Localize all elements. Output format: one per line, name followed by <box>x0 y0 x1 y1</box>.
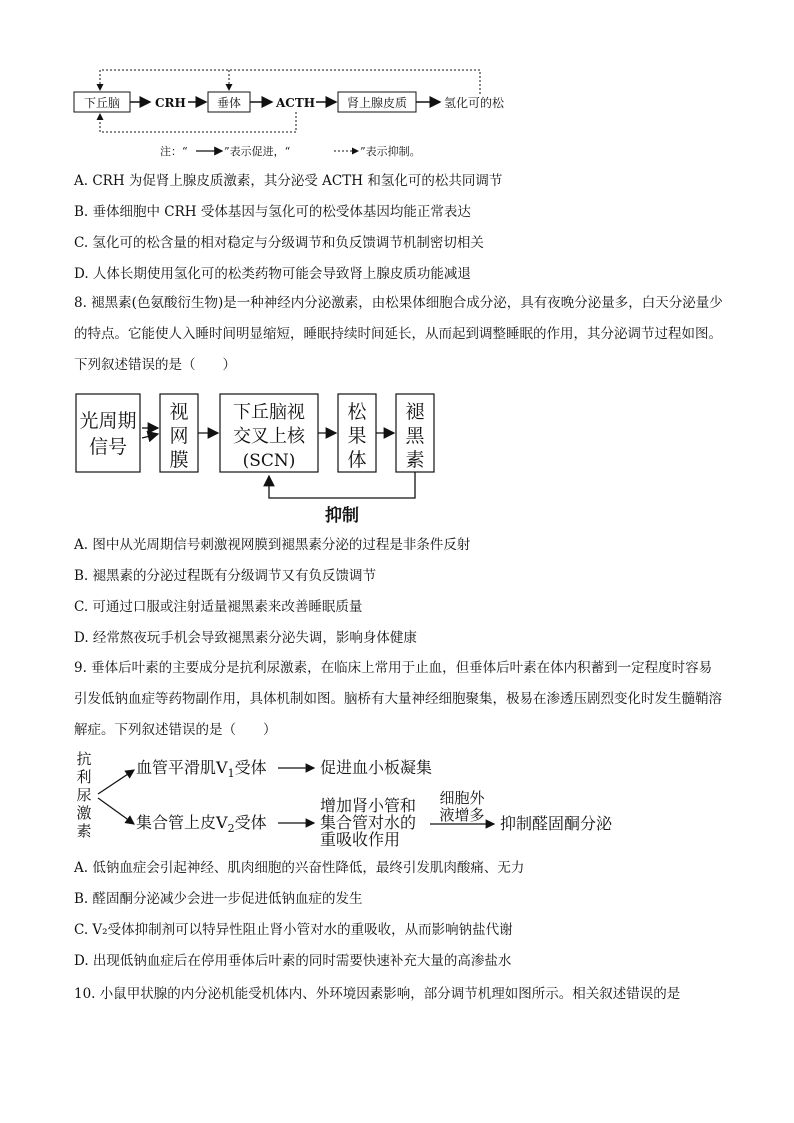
q9-stem: 9. 垂体后叶素的主要成分是抗利尿激素，在临床上常用于止血，但垂体后叶素在体内积蓄到一定程度时容易引发低钠血症等药物副作用，具体机制如图。脑桥有大量神经细胞聚集，极易在渗透压剧烈变化时发生髓鞘溶解症。下列叙述错误的是（ ） <box>74 660 722 738</box>
pineal-char-3: 体 <box>347 449 367 471</box>
feedback-top-dotted <box>100 70 480 94</box>
branch-to-v2 <box>98 798 134 824</box>
q8-stem: 8. 褪黑素(色氨酸衍生物)是一种神经内分泌激素，由松果体细胞合成分泌，具有夜晚分泌量多，白天分泌量少的特点。它能使人入睡时间明显缩短，睡眠持续时间延长，从而起到调整睡眠的作用，其分泌调节过程如图。下列叙述错误的是（ ） <box>74 295 723 373</box>
q7-option-a: A. CRH 为促肾上腺皮质激素，其分泌受 ACTH 和氢化可的松共同调节 <box>74 173 503 189</box>
adh-char-3: 尿 <box>76 786 92 804</box>
hpa-axis-diagram <box>60 62 530 162</box>
crh-label: CRH <box>155 96 186 110</box>
feedback-bottom-dotted <box>100 112 296 132</box>
scn-line3: (SCN) <box>242 451 296 471</box>
v1-receptor-label: 血管平滑肌$V_1$受体 <box>136 758 267 780</box>
retina-char-1: 视 <box>169 401 189 423</box>
pituitary-label: 垂体 <box>216 96 242 110</box>
arrow-light-retina-2 <box>142 434 158 438</box>
acth-label: ACTH <box>276 96 316 110</box>
q7-option-b: B. 垂体细胞中 CRH 受体基因与氢化可的松受体基因均能正常表达 <box>74 204 471 220</box>
adh-char-1: 抗 <box>76 750 92 768</box>
adh-char-5: 素 <box>76 822 92 840</box>
melatonin-diagram <box>70 388 450 528</box>
q8-option-c: C. 可通过口服或注射适量褪黑素来改善睡眠质量 <box>74 599 363 615</box>
q8-option-d: D. 经常熬夜玩手机会导致褪黑素分泌失调，影响身体健康 <box>74 630 417 646</box>
adrenal-cortex-label: 肾上腺皮质 <box>346 96 408 110</box>
light-signal-box <box>76 394 140 472</box>
q9-option-b: B. 醛固酮分泌减少会进一步促进低钠血症的发生 <box>74 891 363 907</box>
legend-note-mid: ”表示促进，“ <box>224 145 291 158</box>
q10-stem: 10. 小鼠甲状腺的内分泌机能受机体内、外环境因素影响，部分调节机理如图所示。相关叙述错误的是 <box>74 986 681 1002</box>
adh-mechanism-diagram <box>70 746 640 852</box>
ecf-line1: 细胞外 <box>439 789 485 807</box>
q9-option-d: D. 出现低钠血症后在停用垂体后叶素的同时需要快速补充大量的高渗盐水 <box>74 953 512 969</box>
scn-line2: 交叉上核 <box>233 426 305 447</box>
adh-char-4: 激 <box>76 804 92 822</box>
q8-option-b: B. 褪黑素的分泌过程既有分级调节又有负反馈调节 <box>74 568 377 584</box>
retina-char-3: 膜 <box>169 449 189 471</box>
q8-option-a: A. 图中从光周期信号刺激视网膜到褪黑素分泌的过程是非条件反射 <box>74 537 471 553</box>
q9-option-a: A. 低钠血症会引起神经、肌肉细胞的兴奋性降低，最终引发肌肉酸痛、无力 <box>74 860 525 876</box>
q7-option-d: D. 人体长期使用氢化可的松类药物可能会导致肾上腺皮质功能减退 <box>74 266 471 282</box>
q9-option-c: C. V₂受体抑制剂可以特异性阻止肾小管对水的重吸收，从而影响钠盐代谢 <box>74 922 513 938</box>
scn-line1: 下丘脑视 <box>233 402 305 423</box>
q7-option-c: C. 氢化可的松含量的相对稳定与分级调节和负反馈调节机制密切相关 <box>74 235 484 251</box>
adh-char-2: 利 <box>76 768 92 786</box>
feedback-inhibit-label: 抑制 <box>325 506 359 526</box>
v2-effect-line3: 重吸收作用 <box>320 830 401 849</box>
pineal-char-2: 果 <box>347 425 367 447</box>
feedback-inhibit-line <box>269 472 415 498</box>
ecf-line2: 液增多 <box>439 806 485 824</box>
hypothalamus-label: 下丘脑 <box>83 96 121 110</box>
v1-effect-label: 促进血小板凝集 <box>320 758 433 777</box>
legend-note-prefix: 注：“ <box>160 145 188 158</box>
light-signal-line2: 信号 <box>88 436 128 458</box>
v2-receptor-label: 集合管上皮$V_2$受体 <box>136 813 267 835</box>
branch-to-v1 <box>98 770 134 794</box>
hydrocortisone-label: 氢化可的松 <box>444 96 505 110</box>
legend-note-suffix: ”表示抑制。 <box>360 145 421 158</box>
melatonin-char-3: 素 <box>405 449 425 471</box>
melatonin-char-2: 黑 <box>405 425 425 447</box>
retina-char-2: 网 <box>169 425 189 447</box>
pineal-char-1: 松 <box>347 401 367 423</box>
light-signal-line1: 光周期 <box>79 410 137 432</box>
v2-effect-line1: 增加肾小管和 <box>320 796 417 815</box>
melatonin-char-1: 褪 <box>405 401 425 423</box>
aldosterone-label: 抑制醛固酮分泌 <box>500 814 613 833</box>
v2-effect-line2: 集合管对水的 <box>320 813 417 832</box>
